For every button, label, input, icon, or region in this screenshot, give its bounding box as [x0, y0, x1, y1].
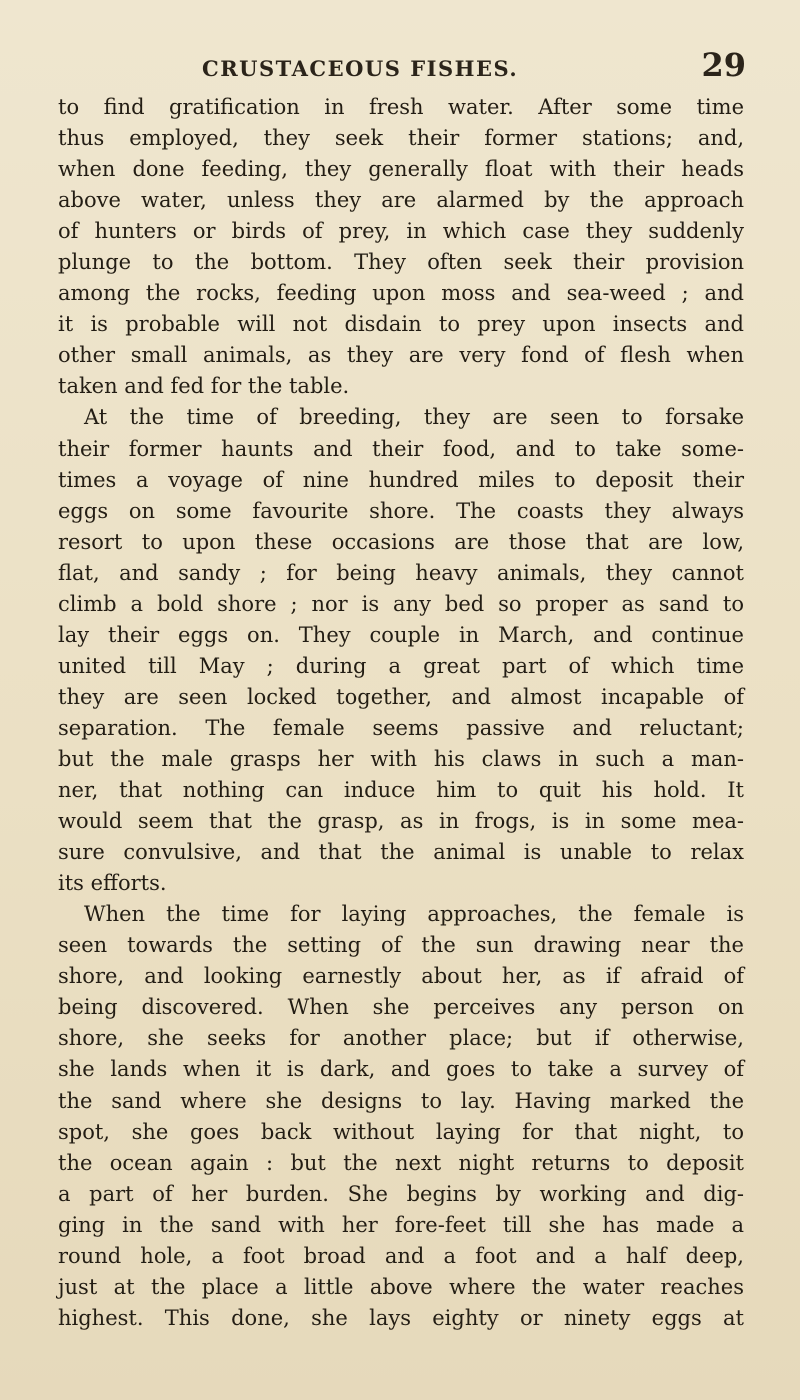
text-line: resort to upon these occasions are those that are low,: [58, 529, 744, 554]
paragraph-end-line: taken and fed for the table.: [58, 374, 350, 399]
text-line: times a voyage of nine hundred miles to deposit their: [58, 467, 744, 492]
text-line: shore, and looking earnestly about her, as if afraid of: [58, 964, 744, 989]
running-title: CRUSTACEOUS FISHES.: [202, 56, 519, 81]
text-line: just at the place a little above where the water reaches: [58, 1274, 744, 1299]
text-line: shore, she seeks for another place; but if otherwise,: [58, 1026, 744, 1051]
page-number: 29: [701, 46, 746, 84]
text-line: the sand where she designs to lay. Having marked the: [58, 1088, 744, 1113]
text-line: climb a bold shore ; nor is any bed so proper as sand to: [58, 591, 744, 616]
text-line: she lands when it is dark, and goes to take a survey of: [58, 1057, 744, 1082]
text-line: ner, that nothing can induce him to quit his hold. It: [58, 778, 744, 803]
text-line: but the male grasps her with his claws in such a man-: [58, 746, 744, 771]
text-line: separation. The female seems passive and reluctant;: [58, 715, 744, 740]
paragraph-start-line: When the time for laying approaches, the female is: [84, 902, 744, 927]
text-line: being discovered. When she perceives any person on: [58, 995, 744, 1020]
text-line: the ocean again : but the next night returns to deposit: [58, 1150, 744, 1175]
text-line: of hunters or birds of prey, in which case they suddenly: [58, 219, 744, 244]
paragraph-end-line: its efforts.: [58, 871, 167, 896]
text-line: thus employed, they seek their former stations; and,: [58, 126, 744, 151]
text-line: eggs on some favourite shore. The coasts they always: [58, 498, 744, 523]
text-line: would seem that the grasp, as in frogs, is in some mea-: [58, 809, 744, 834]
paragraph-start-line: At the time of breeding, they are seen to forsake: [84, 405, 744, 430]
body-text: [58, 92, 744, 1334]
text-line: ging in the sand with her fore-feet till she has made a: [58, 1212, 744, 1237]
text-line: round hole, a foot broad and a foot and a half deep,: [58, 1243, 744, 1268]
text-line: spot, she goes back without laying for that night, to: [58, 1119, 744, 1144]
text-line: it is probable will not disdain to prey upon insects and: [58, 312, 744, 337]
text-line: to find gratification in fresh water. After some time: [58, 95, 744, 119]
running-head: [60, 46, 750, 86]
text-line: highest. This done, she lays eighty or ninety eggs at: [58, 1305, 744, 1330]
text-line: seen towards the setting of the sun drawing near the: [58, 933, 744, 958]
text-line: a part of her burden. She begins by working and dig-: [58, 1181, 744, 1206]
text-line: above water, unless they are alarmed by the approach: [58, 188, 744, 213]
text-line: sure convulsive, and that the animal is unable to relax: [58, 840, 744, 865]
text-line: their former haunts and their food, and to take some-: [58, 436, 744, 461]
text-line: they are seen locked together, and almost incapable of: [58, 684, 744, 709]
text-line: other small animals, as they are very fond of flesh when: [58, 343, 744, 368]
text-line: among the rocks, feeding upon moss and sea-weed ; and: [58, 281, 744, 306]
text-line: flat, and sandy ; for being heavy animals, they cannot: [58, 560, 744, 585]
text-line: lay their eggs on. They couple in March, and continue: [58, 622, 744, 647]
text-line: when done feeding, they generally float with their heads: [58, 157, 744, 182]
text-line: united till May ; during a great part of which time: [58, 653, 744, 678]
text-line: plunge to the bottom. They often seek their provision: [58, 250, 744, 275]
